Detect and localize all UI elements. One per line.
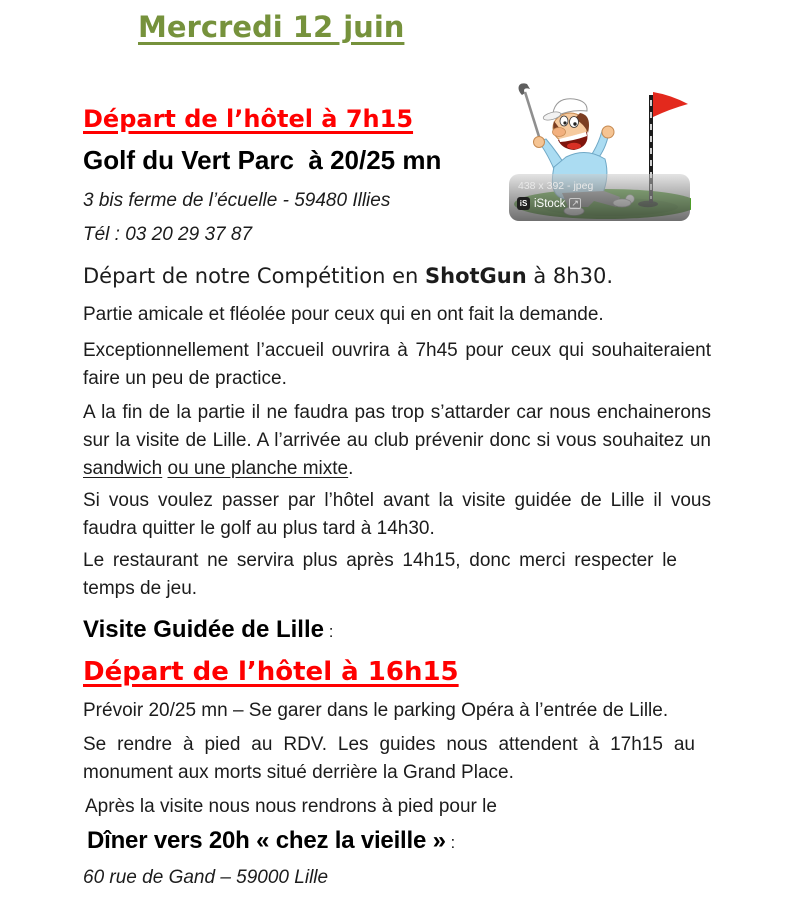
paragraph-fin-partie (83, 399, 711, 483)
visite-departure-heading: Départ de l’hôtel à 16h15 (83, 657, 459, 687)
text-segment: Après la visite nous nous rendrons à pied pour le (85, 796, 497, 817)
diner-heading (87, 826, 711, 858)
text-segment: ou une planche mixte (167, 458, 349, 479)
paragraph-amicale (83, 301, 711, 329)
text-segment: A la fin de la partie il ne faudra pas trop s’attarder car nous enchainerons sur la visite de Lille. A l’arrivée au club prévenir donc si vous souhaitez un (83, 402, 711, 451)
text-segment: . (348, 458, 354, 479)
paragraph-parking (83, 697, 684, 725)
text-segment: ShotGun (425, 264, 527, 288)
page-title: Mercredi 12 juin (138, 10, 405, 44)
paragraph-rdv (83, 731, 695, 787)
paragraph-restaurant (83, 547, 677, 603)
external-link-icon: ↗ (571, 198, 579, 208)
text-segment: Le restaurant ne servira plus après 14h15, donc merci respecter le temps de jeu. (83, 550, 677, 599)
visite-heading-colon: : (323, 622, 334, 641)
visite-heading (83, 615, 711, 647)
text-segment: Exceptionnellement l’accueil ouvrira à 7h45 pour ceux qui souhaiteraient faire un peu de practice. (83, 340, 711, 389)
diner-address: 60 rue de Gand – 59000 Lille (83, 867, 329, 888)
diner-heading-colon: : (445, 833, 456, 852)
image-caption-overlay (509, 174, 690, 221)
text-segment: Partie amicale et fléolée pour ceux qui en ont fait la demande. (83, 304, 604, 325)
text-segment: Se rendre à pied au RDV. Les guides nous attendent à 17h15 au monument aux morts situé derrière la Grand Place. (83, 734, 695, 783)
paragraph-hotel-retour (83, 487, 711, 543)
golf-departure-heading: Départ de l’hôtel à 7h15 (83, 105, 414, 133)
golfer-image (508, 79, 691, 222)
diner-heading-text: Dîner vers 20h « chez la vieille » (87, 827, 446, 854)
text-segment: sandwich (83, 458, 163, 479)
image-source-row (509, 192, 690, 210)
golf-address: 3 bis ferme de l’écuelle - 59480 Illies (83, 190, 391, 211)
image-source-label: iStock (534, 197, 566, 210)
paragraph-accueil (83, 337, 711, 393)
golf-phone: Tél : 03 20 29 37 87 (83, 224, 253, 245)
visite-heading-text: Visite Guidée de Lille (83, 616, 324, 643)
text-segment: Prévoir 20/25 mn – Se garer dans le parking Opéra à l’entrée de Lille. (83, 700, 669, 721)
text-segment: Départ de notre Compétition en (83, 264, 426, 288)
paragraph-apres-visite (85, 793, 711, 821)
text-segment: à 8h30. (526, 264, 613, 288)
golf-venue-heading: Golf du Vert Parc à 20/25 mn (83, 145, 442, 175)
paragraph-shotgun (83, 261, 711, 291)
istock-logo-icon: iS (517, 197, 530, 210)
text-segment: Si vous voulez passer par l’hôtel avant la visite guidée de Lille il vous faudra quitter le golf au plus tard à 14h30. (83, 490, 711, 539)
image-size-caption: 438 x 392 - jpeg (518, 180, 594, 192)
